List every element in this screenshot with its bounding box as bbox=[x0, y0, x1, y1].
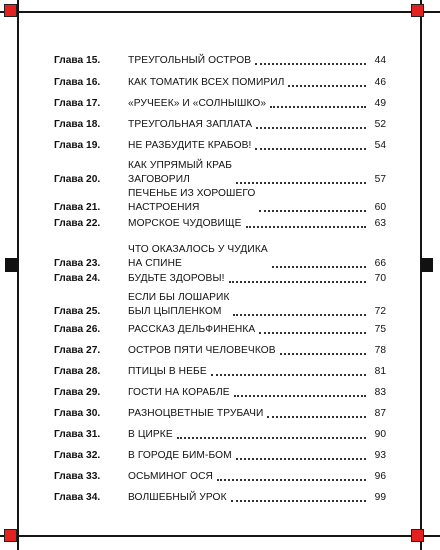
toc-chapter-number bbox=[54, 118, 128, 132]
chapter-title-line1: ОСЬМИНОГ ОСЯ bbox=[128, 471, 214, 482]
toc-leader-dots bbox=[270, 96, 366, 108]
toc-chapter-title bbox=[128, 491, 227, 505]
toc-entry[interactable] bbox=[54, 243, 386, 271]
chapter-label: Глава bbox=[54, 366, 84, 377]
frame-line-left bbox=[17, 0, 19, 550]
toc-page-number: 99 bbox=[374, 492, 386, 503]
chapter-title-line2: ЗАГОВОРИЛ bbox=[128, 174, 190, 185]
chapter-number: 16. bbox=[86, 77, 101, 88]
toc-chapter-number bbox=[54, 491, 128, 505]
toc-chapter-number bbox=[54, 217, 128, 231]
toc-chapter-number bbox=[54, 428, 128, 442]
toc-entry[interactable] bbox=[54, 53, 386, 68]
chapter-label: Глава bbox=[54, 273, 84, 284]
chapter-number: 15. bbox=[86, 55, 101, 66]
chapter-label: Глава bbox=[54, 471, 84, 482]
chapter-title-line1: ПЕЧЕНЬЕ ИЗ ХОРОШЕГО bbox=[128, 188, 256, 199]
toc-page-number: 52 bbox=[374, 119, 386, 130]
chapter-label: Глава bbox=[54, 387, 84, 398]
toc-leader-dots bbox=[246, 216, 366, 228]
toc-leader-dots bbox=[211, 364, 366, 376]
toc-chapter-title bbox=[128, 365, 207, 379]
toc-page-number: 63 bbox=[374, 218, 386, 229]
corner-square-bottom-left bbox=[4, 529, 17, 542]
chapter-number: 27. bbox=[86, 345, 101, 356]
chapter-number: 31. bbox=[86, 429, 101, 440]
chapter-label: Глава bbox=[54, 119, 84, 130]
chapter-title-line1: ОСТРОВ ПЯТИ ЧЕЛОВЕЧКОВ bbox=[128, 345, 276, 356]
chapter-title-line1: НЕ РАЗБУДИТЕ КРАБОВ! bbox=[128, 140, 252, 151]
toc-leader-dots bbox=[233, 304, 366, 316]
toc-chapter-number bbox=[54, 407, 128, 421]
toc-chapter-number bbox=[54, 365, 128, 379]
chapter-number: 29. bbox=[86, 387, 101, 398]
chapter-number: 30. bbox=[86, 408, 101, 419]
chapter-label: Глава bbox=[54, 345, 84, 356]
toc-leader-dots bbox=[267, 406, 366, 418]
toc-leader-dots bbox=[217, 469, 366, 481]
toc-leader-dots bbox=[255, 53, 366, 65]
toc-chapter-title bbox=[128, 323, 255, 337]
chapter-number: 17. bbox=[86, 98, 101, 109]
toc-chapter-title bbox=[128, 97, 266, 111]
frame-marker-right bbox=[421, 258, 433, 272]
toc-entry[interactable] bbox=[54, 138, 386, 153]
chapter-number: 24. bbox=[86, 273, 101, 284]
toc-page-number: 87 bbox=[374, 408, 386, 419]
frame-line-top bbox=[0, 11, 440, 13]
toc-page-number: 54 bbox=[374, 140, 386, 151]
toc-page-number: 72 bbox=[374, 306, 386, 317]
toc-chapter-title bbox=[128, 118, 252, 132]
chapter-title-line1: ПТИЦЫ В НЕБЕ bbox=[128, 366, 207, 377]
toc-leader-dots bbox=[280, 343, 366, 355]
toc-leader-dots bbox=[288, 75, 366, 87]
chapter-title-line1: РАЗНОЦВЕТНЫЕ ТРУБАЧИ bbox=[128, 408, 264, 419]
toc-page-number: 96 bbox=[374, 471, 386, 482]
toc-page-number: 81 bbox=[374, 366, 386, 377]
chapter-title-line1: ТРЕУГОЛЬНЫЙ ОСТРОВ bbox=[128, 55, 252, 66]
chapter-label: Глава bbox=[54, 408, 84, 419]
toc-leader-dots bbox=[234, 385, 366, 397]
frame-line-right bbox=[420, 0, 422, 550]
chapter-label: Глава bbox=[54, 202, 84, 213]
chapter-label: Глава bbox=[54, 492, 84, 503]
chapter-title-line1: БУДЬТЕ ЗДОРОВЫ! bbox=[128, 273, 225, 284]
chapter-number: 20. bbox=[86, 174, 101, 185]
toc-chapter-title bbox=[128, 139, 251, 153]
corner-square-top-right bbox=[411, 4, 424, 17]
toc-chapter-number bbox=[54, 97, 128, 111]
toc-chapter-title bbox=[128, 470, 213, 484]
chapter-label: Глава bbox=[54, 429, 84, 440]
chapter-number: 21. bbox=[86, 202, 101, 213]
toc-leader-dots bbox=[231, 490, 366, 502]
chapter-label: Глава bbox=[54, 98, 84, 109]
chapter-label: Глава bbox=[54, 450, 84, 461]
toc-page-number: 46 bbox=[374, 77, 386, 88]
toc-chapter-number bbox=[54, 386, 128, 400]
chapter-number: 34. bbox=[86, 492, 101, 503]
toc-page-number: 83 bbox=[374, 387, 386, 398]
toc-page-number: 57 bbox=[374, 174, 386, 185]
toc-chapter-number bbox=[54, 173, 128, 187]
toc-page-number: 60 bbox=[374, 202, 386, 213]
toc-entry[interactable] bbox=[54, 187, 386, 215]
chapter-number: 18. bbox=[86, 119, 101, 130]
toc-chapter-title bbox=[128, 159, 232, 187]
toc-leader-dots bbox=[177, 427, 366, 439]
toc-entry[interactable] bbox=[54, 96, 386, 111]
toc-entry[interactable] bbox=[54, 117, 386, 132]
toc-entry[interactable] bbox=[54, 406, 386, 421]
toc-chapter-title bbox=[128, 54, 251, 68]
toc-chapter-number bbox=[54, 257, 128, 271]
toc-chapter-title bbox=[128, 291, 229, 319]
toc-page-number: 75 bbox=[374, 324, 386, 335]
toc-page-number: 78 bbox=[374, 345, 386, 356]
chapter-title-line1: ТРЕУГОЛЬНАЯ ЗАПЛАТА bbox=[128, 119, 253, 130]
chapter-number: 19. bbox=[86, 140, 101, 151]
chapter-title-line1: В ГОРОДЕ БИМ-БОМ bbox=[128, 450, 232, 461]
toc-entry[interactable] bbox=[54, 271, 386, 286]
chapter-number: 23. bbox=[86, 258, 101, 269]
toc-chapter-number bbox=[54, 54, 128, 68]
toc-entry[interactable] bbox=[54, 385, 386, 400]
chapter-label: Глава bbox=[54, 324, 84, 335]
toc-chapter-title bbox=[128, 187, 255, 215]
chapter-label: Глава bbox=[54, 218, 84, 229]
toc-chapter-title bbox=[128, 272, 225, 286]
toc-chapter-number bbox=[54, 305, 128, 319]
toc-entry[interactable] bbox=[54, 490, 386, 505]
chapter-title-line1: ГОСТИ НА КОРАБЛЕ bbox=[128, 387, 230, 398]
toc-chapter-title bbox=[128, 428, 173, 442]
toc-chapter-number bbox=[54, 323, 128, 337]
toc-entry[interactable] bbox=[54, 343, 386, 358]
toc-entry[interactable] bbox=[54, 159, 386, 187]
toc-leader-dots bbox=[272, 256, 366, 268]
chapter-title-line1: КАК ТОМАТИК ВСЕХ ПОМИРИЛ bbox=[128, 77, 285, 88]
chapter-label: Глава bbox=[54, 258, 84, 269]
chapter-title-line1: ВОЛШЕБНЫЙ УРОК bbox=[128, 492, 227, 503]
chapter-title-line2: НА СПИНЕ bbox=[128, 258, 182, 269]
toc-chapter-number bbox=[54, 470, 128, 484]
toc-chapter-number bbox=[54, 201, 128, 215]
toc-chapter-title bbox=[128, 76, 284, 90]
toc-page-number: 93 bbox=[374, 450, 386, 461]
toc-chapter-title bbox=[128, 407, 263, 421]
corner-square-top-left bbox=[4, 4, 17, 17]
toc-entry[interactable] bbox=[54, 448, 386, 463]
chapter-title-line2: НАСТРОЕНИЯ bbox=[128, 202, 200, 213]
toc-chapter-number bbox=[54, 344, 128, 358]
toc-chapter-number bbox=[54, 139, 128, 153]
frame-marker-left bbox=[5, 258, 17, 272]
frame-line-bottom bbox=[0, 535, 440, 537]
chapter-title-line1: В ЦИРКЕ bbox=[128, 429, 173, 440]
toc-page-number: 44 bbox=[374, 55, 386, 66]
toc-chapter-number bbox=[54, 449, 128, 463]
chapter-label: Глава bbox=[54, 174, 84, 185]
chapter-title-line1: КАК УПРЯМЫЙ КРАБ bbox=[128, 160, 233, 171]
toc-leader-dots bbox=[255, 138, 366, 150]
chapter-label: Глава bbox=[54, 140, 84, 151]
chapter-title-line1: РАССКАЗ ДЕЛЬФИНЕНКА bbox=[128, 324, 256, 335]
chapter-label: Глава bbox=[54, 77, 84, 88]
toc-leader-dots bbox=[259, 200, 366, 212]
toc-leader-dots bbox=[256, 117, 366, 129]
chapter-number: 25. bbox=[86, 306, 101, 317]
chapter-number: 32. bbox=[86, 450, 101, 461]
toc-leader-dots bbox=[229, 271, 367, 283]
toc-entry[interactable] bbox=[54, 291, 386, 319]
chapter-label: Глава bbox=[54, 55, 84, 66]
toc-leader-dots bbox=[236, 448, 366, 460]
toc-page-number: 90 bbox=[374, 429, 386, 440]
toc-entry[interactable] bbox=[54, 364, 386, 379]
toc-entry[interactable] bbox=[54, 322, 386, 337]
toc-leader-dots bbox=[259, 322, 366, 334]
toc-chapter-title bbox=[128, 243, 268, 271]
toc-page-number: 70 bbox=[374, 273, 386, 284]
toc-chapter-title bbox=[128, 449, 232, 463]
toc-leader-dots bbox=[236, 172, 366, 184]
corner-square-bottom-right bbox=[411, 529, 424, 542]
toc-chapter-number bbox=[54, 272, 128, 286]
chapter-title-line1: ЧТО ОКАЗАЛОСЬ У ЧУДИКА bbox=[128, 244, 268, 255]
chapter-label: Глава bbox=[54, 306, 84, 317]
chapter-number: 22. bbox=[86, 218, 101, 229]
toc-entry[interactable] bbox=[54, 427, 386, 442]
toc-entry[interactable] bbox=[54, 75, 386, 90]
chapter-title-line2: БЫЛ ЦЫПЛЕНКОМ bbox=[128, 306, 222, 317]
toc-page-number: 66 bbox=[374, 258, 386, 269]
toc-page-number: 49 bbox=[374, 98, 386, 109]
chapter-number: 28. bbox=[86, 366, 101, 377]
toc-chapter-number bbox=[54, 76, 128, 90]
chapter-number: 26. bbox=[86, 324, 101, 335]
toc-entry[interactable] bbox=[54, 469, 386, 484]
toc-entry[interactable] bbox=[54, 216, 386, 231]
chapter-title-line1: МОРСКОЕ ЧУДОВИЩЕ bbox=[128, 218, 242, 229]
toc-chapter-title bbox=[128, 386, 230, 400]
chapter-title-line1: ЕСЛИ БЫ ЛОШАРИК bbox=[128, 292, 230, 303]
chapter-title-line1: «РУЧЕЕК» И «СОЛНЫШКО» bbox=[128, 98, 267, 109]
toc-chapter-title bbox=[128, 344, 276, 358]
chapter-number: 33. bbox=[86, 471, 101, 482]
toc-chapter-title bbox=[128, 217, 242, 231]
